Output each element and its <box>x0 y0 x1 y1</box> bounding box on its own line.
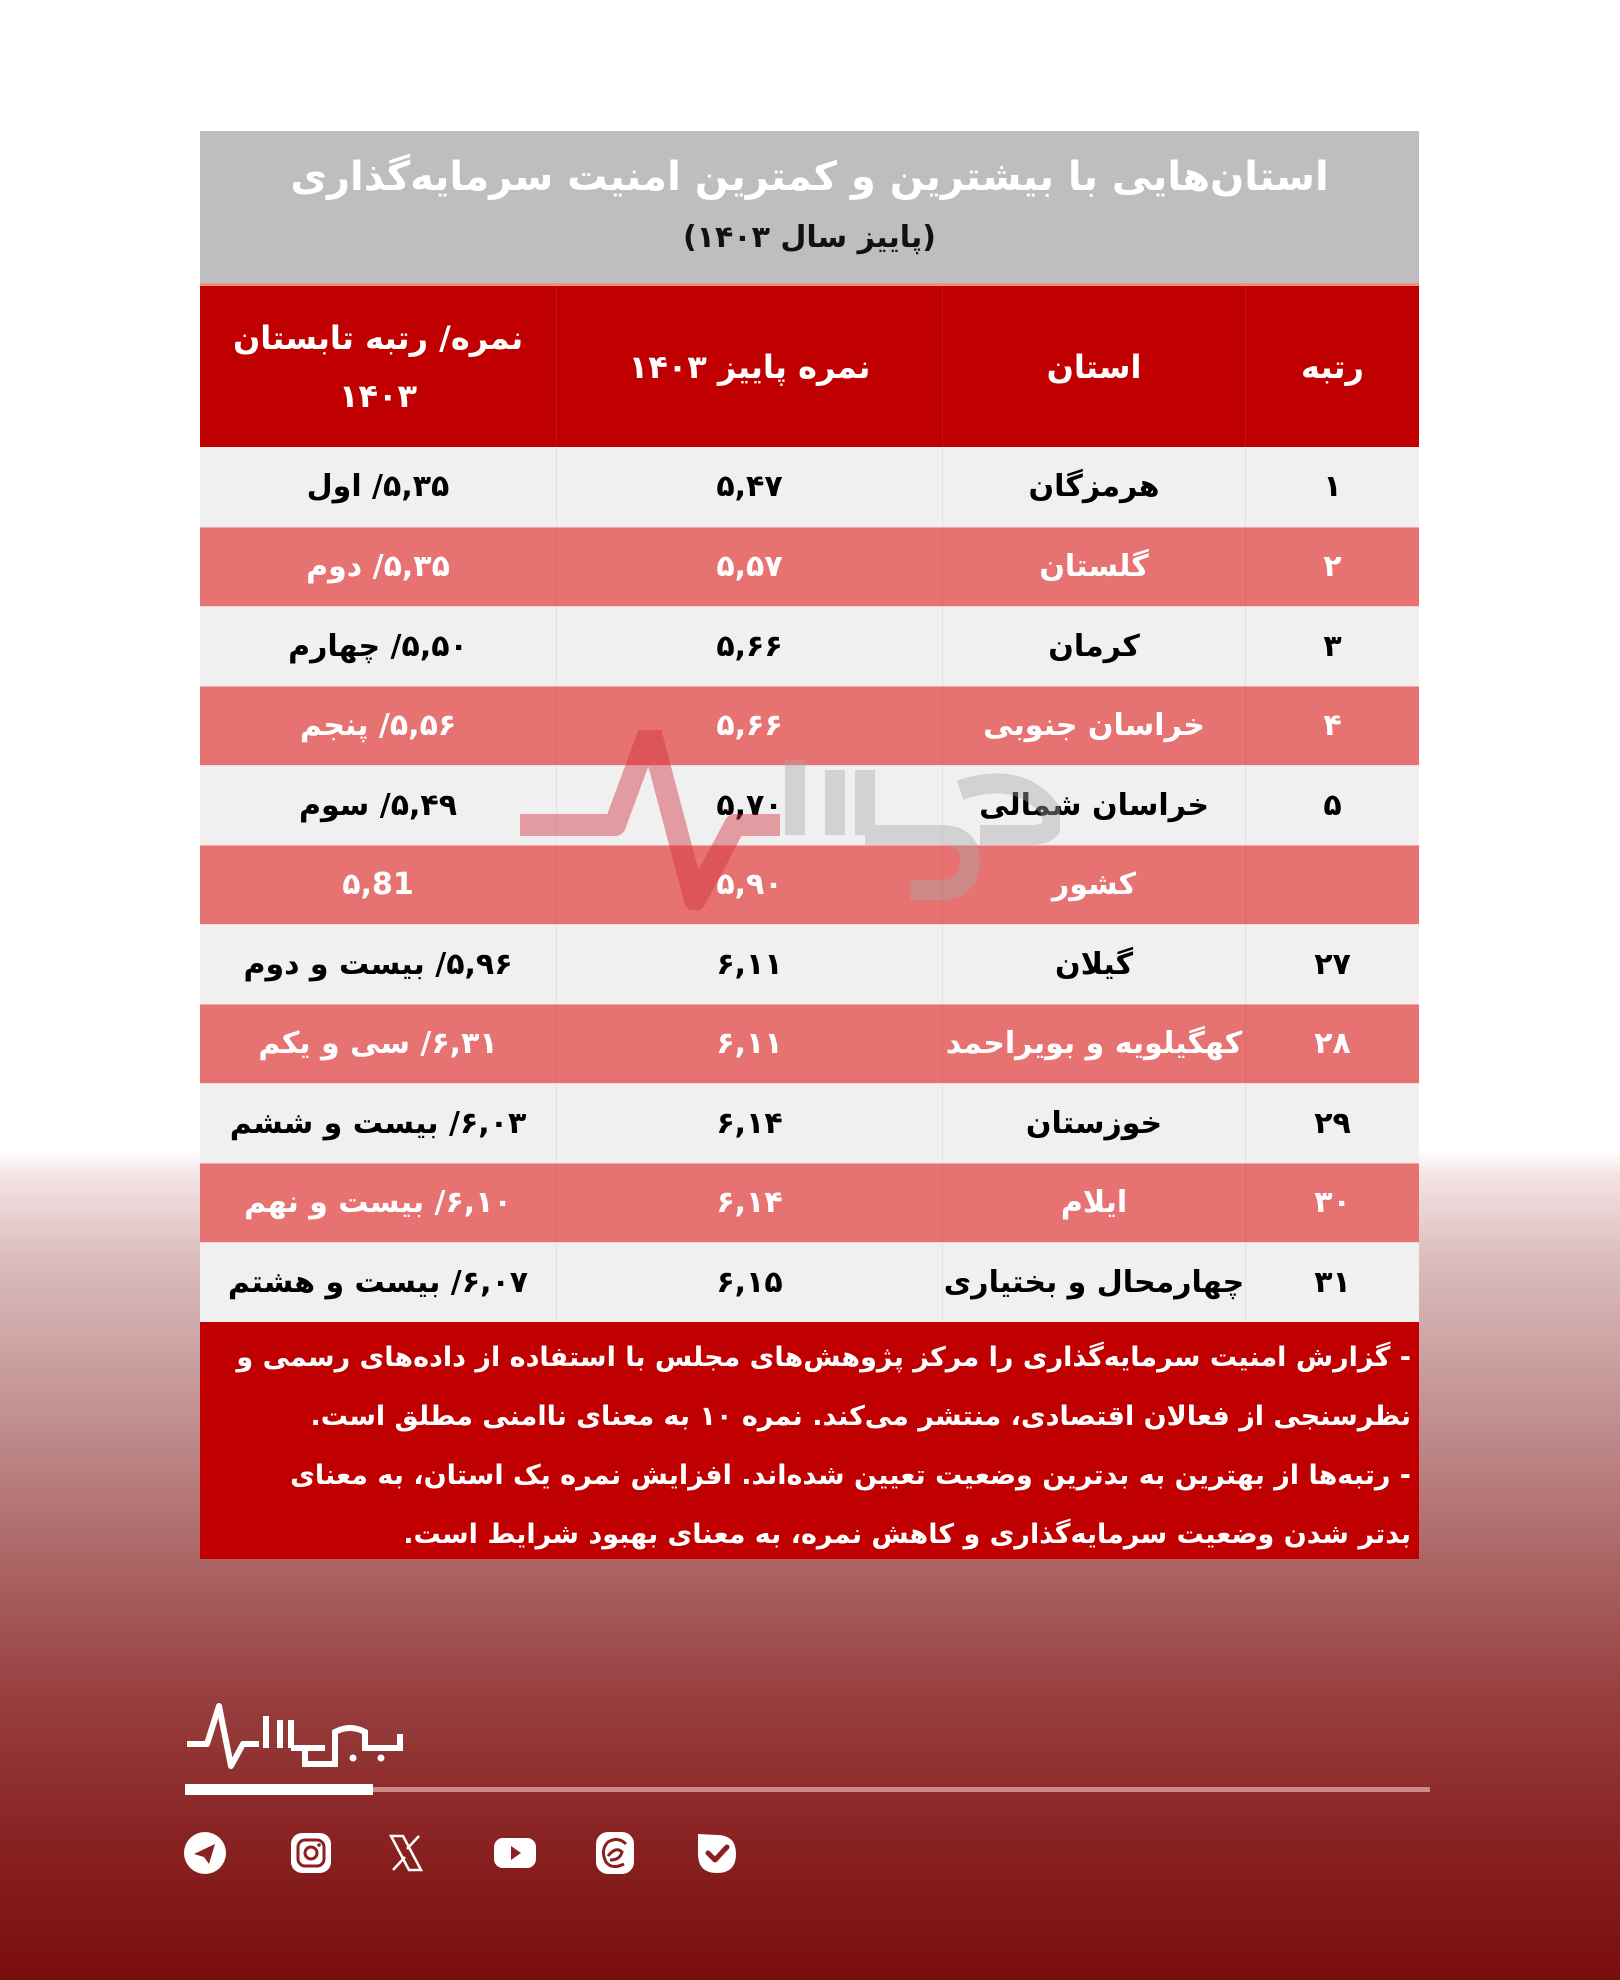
telegram-icon <box>182 1830 228 1876</box>
instagram-link[interactable] <box>288 1830 334 1876</box>
cell-summer-score-rank: ۵,۹۶/ بیست و دوم <box>243 946 513 982</box>
cell-province: خوزستان <box>942 1084 1245 1163</box>
cell-summer-score-rank: ۵,81 <box>342 867 414 903</box>
cell-autumn-score: ۵,۹۰ <box>556 846 942 925</box>
cell-autumn-score: ۵,۴۷ <box>556 447 942 527</box>
cell-province: ایلام <box>942 1164 1245 1243</box>
cell-autumn-score: ۵,۶۶ <box>556 687 942 766</box>
cell-summer-score-rank: ۵,۵۶/ پنجم <box>299 708 457 744</box>
instagram-icon <box>288 1830 334 1876</box>
cell-province: گیلان <box>942 925 1245 1004</box>
cell-province: کشور <box>942 846 1245 925</box>
footer-divider <box>372 1787 1430 1792</box>
table-row <box>200 765 1419 845</box>
table-row <box>200 924 1419 1004</box>
cell-rank: ۲ <box>1245 528 1419 607</box>
eitaa-icon <box>592 1830 638 1876</box>
cell-rank: ۲۹ <box>1245 1084 1419 1163</box>
table-row <box>200 686 1419 766</box>
table-body <box>200 447 1419 1322</box>
page-title: استان‌هایی با بیشترین و کمترین امنیت سرمایه‌گذاری <box>290 154 1329 200</box>
header-summer-score-rank <box>200 286 556 447</box>
cell-rank: ۳۱ <box>1245 1243 1419 1322</box>
cell-province: خراسان جنوبی <box>942 687 1245 766</box>
cell-autumn-score: ۵,۷۰ <box>556 766 942 845</box>
note-2: - رتبه‌ها از بهترین به بدترین وضعیت تعیین شده‌اند. افزایش نمره یک استان، به معنای بدتر شدن وضعیت سرمایه‌گذاری و کاهش نمره، به معنای بهبود شرایط است. <box>290 1459 1411 1550</box>
cell-summer-score-rank: ۶,۱۰/ بیست و نهم <box>244 1185 512 1221</box>
eitaa-link[interactable] <box>592 1830 638 1876</box>
cell-summer-score-rank: ۶,۰۳/ بیست و ششم <box>229 1105 527 1141</box>
header-summer-line2: ۱۴۰۳ <box>338 376 418 415</box>
youtube-icon <box>492 1830 538 1876</box>
cell-rank: ۳۰ <box>1245 1164 1419 1243</box>
header-autumn-score: نمره پاییز ۱۴۰۳ <box>556 286 942 447</box>
cell-summer-score-rank: ۵,۳۵/ اول <box>306 469 450 505</box>
x-icon <box>383 1830 429 1876</box>
cell-autumn-score: ۶,۱۴ <box>556 1164 942 1243</box>
footer-divider-accent <box>185 1784 373 1795</box>
cell-autumn-score: ۶,۱۱ <box>556 1005 942 1084</box>
cell-rank: ۱ <box>1245 447 1419 527</box>
cell-summer-score-rank: ۶,۳۱/ سی و یکم <box>258 1026 498 1062</box>
cell-autumn-score: ۶,۱۵ <box>556 1243 942 1322</box>
cell-summer-score-rank: ۶,۰۷/ بیست و هشتم <box>227 1264 529 1300</box>
cell-rank: ۵ <box>1245 766 1419 845</box>
cell-province: کهگیلویه و بویراحمد <box>942 1005 1245 1084</box>
title-block <box>200 131 1419 283</box>
telegram-link[interactable] <box>182 1830 228 1876</box>
cell-summer-score-rank: ۵,۵۰/ چهارم <box>288 628 468 664</box>
header-province: استان <box>942 286 1245 447</box>
table-header-row <box>200 286 1419 447</box>
cell-autumn-score: ۶,۱۱ <box>556 925 942 1004</box>
table-row <box>200 527 1419 607</box>
table-row <box>200 606 1419 686</box>
cell-summer-score-rank: ۵,۴۹/ سوم <box>298 787 458 823</box>
cell-summer-score-rank: ۵,۳۵/ دوم <box>306 549 450 585</box>
brand-logo-icon <box>185 1702 405 1774</box>
cell-rank: ۲۷ <box>1245 925 1419 1004</box>
cell-autumn-score: ۵,۶۶ <box>556 607 942 686</box>
bale-link[interactable] <box>694 1830 740 1876</box>
note-1: - گزارش امنیت سرمایه‌گذاری را مرکز پژوهش‌های مجلس با استفاده از داده‌های رسمی و نظرسنجی از فعالان اقتصادی، منتشر می‌کند. نمره ۱۰ به معنای ناامنی مطلق است. <box>236 1341 1411 1432</box>
cell-rank: ۳ <box>1245 607 1419 686</box>
table-row <box>200 1242 1419 1322</box>
table-row-country-average <box>200 845 1419 925</box>
page-subtitle: (پاییز سال ۱۴۰۳) <box>682 220 937 255</box>
cell-province: هرمزگان <box>942 447 1245 527</box>
cell-province: خراسان شمالی <box>942 766 1245 845</box>
table-row <box>200 1083 1419 1163</box>
header-summer-line1: نمره/ رتبه تابستان <box>232 318 524 357</box>
notes-box <box>200 1322 1419 1559</box>
table-row <box>200 447 1419 527</box>
x-link[interactable] <box>383 1830 429 1876</box>
cell-autumn-score: ۵,۵۷ <box>556 528 942 607</box>
cell-rank: ۲۸ <box>1245 1005 1419 1084</box>
cell-province: چهارمحال و بختیاری <box>942 1243 1245 1322</box>
ranking-table <box>200 131 1419 1559</box>
cell-province: کرمان <box>942 607 1245 686</box>
header-rank: رتبه <box>1245 286 1419 447</box>
bale-check-icon <box>694 1830 740 1876</box>
table-row <box>200 1163 1419 1243</box>
cell-rank: ۴ <box>1245 687 1419 766</box>
table-row <box>200 1004 1419 1084</box>
cell-province: گلستان <box>942 528 1245 607</box>
social-links <box>180 1830 760 1878</box>
cell-autumn-score: ۶,۱۴ <box>556 1084 942 1163</box>
cell-rank <box>1245 846 1419 925</box>
youtube-link[interactable] <box>492 1830 538 1876</box>
